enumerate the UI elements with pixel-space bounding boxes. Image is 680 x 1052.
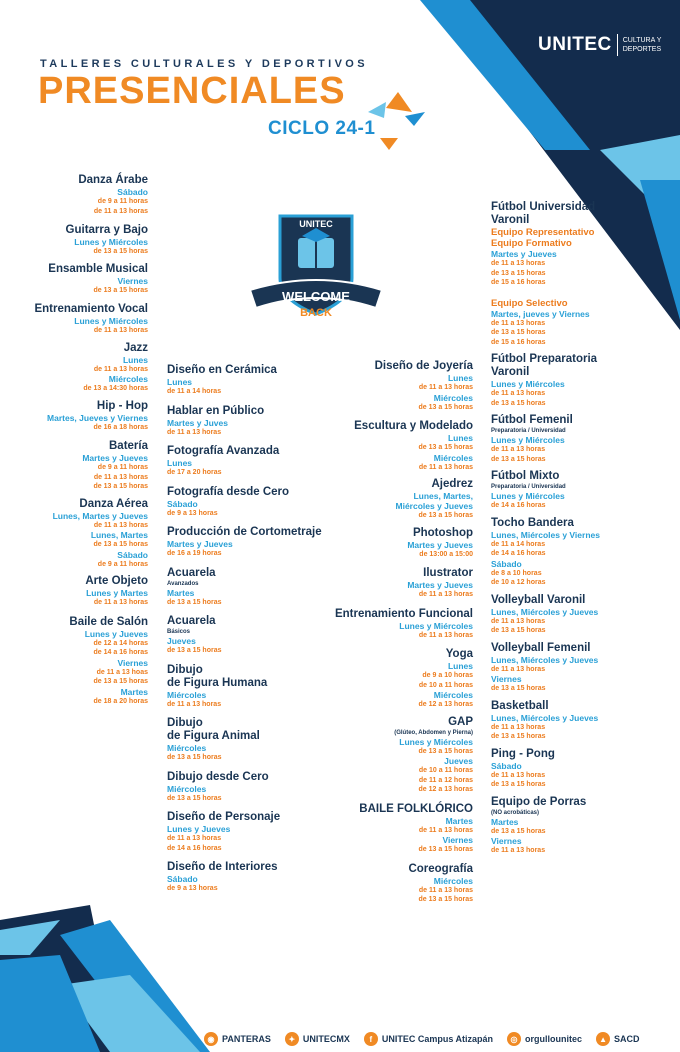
activity-name: Volleyball Femenil <box>491 641 591 654</box>
schedule-days: Martes y Jueves <box>407 539 473 550</box>
schedule-time: de 11 a 13 horas <box>167 835 222 842</box>
schedule-time: de 13 a 15 horas <box>418 512 473 519</box>
activity-item <box>318 608 473 641</box>
schedule-days: Lunes <box>447 373 473 383</box>
schedule-days: Lunes y Miércoles <box>491 379 565 389</box>
schedule-days: Viernes <box>117 275 148 286</box>
activity-note: Avanzados <box>167 580 199 587</box>
schedule-time: de 16 a 19 horas <box>167 550 222 557</box>
schedule-time: de 11 a 13 horas <box>93 207 148 215</box>
schedule-time: de 13 a 15 horas <box>167 598 222 606</box>
badge-line1: WELCOME <box>282 289 350 304</box>
schedule-time: de 11 a 13 horas <box>491 723 546 731</box>
activity-name: Entrenamiento Funcional <box>334 607 473 620</box>
activity-name-line2: de Figura Humana <box>167 676 268 689</box>
activity-item <box>491 748 671 790</box>
activity-item <box>20 400 148 433</box>
activity-item <box>491 642 671 694</box>
schedule-time: de 13:00 a 15:00 <box>419 550 473 558</box>
schedule-days: Martes y Jueves <box>167 539 233 549</box>
activity-name: Tocho Bandera <box>491 516 574 529</box>
page-title: PRESENCIALES <box>38 70 346 112</box>
schedule-days: Lunes y Miércoles <box>491 491 565 501</box>
activity-item <box>318 478 473 521</box>
schedule-time: de 13 a 15 horas <box>418 896 473 903</box>
sacd-icon: ▲ <box>596 1032 610 1046</box>
schedule-time: de 9 a 11 horas <box>97 198 148 205</box>
schedule-days: Lunes, Miércoles y Jueves <box>491 712 599 723</box>
schedule-time: de 11 a 13 horas <box>491 771 546 779</box>
activity-item <box>491 470 671 511</box>
footer-item[interactable] <box>204 1032 271 1046</box>
activity-item <box>20 342 148 394</box>
activity-name: Diseño de Interiores <box>167 861 278 873</box>
schedule-days: Viernes <box>491 674 522 684</box>
schedule-days: Martes y Jueves <box>82 453 148 463</box>
activity-item <box>491 796 671 856</box>
schedule-time: de 10 a 12 horas <box>491 579 546 586</box>
activity-name: Batería <box>109 440 148 452</box>
schedule-days: Lunes y Jueves <box>167 824 231 834</box>
schedule-time: de 11 a 13 horas <box>93 521 148 529</box>
activity-item <box>491 517 671 588</box>
schedule-time: de 11 a 13 horas <box>418 631 473 639</box>
schedule-days: Miércoles <box>167 783 207 794</box>
activity-name: Dibujo desde Cero <box>167 770 269 783</box>
footer-label: PANTERAS <box>222 1034 271 1044</box>
activity-name: Ajedrez <box>431 478 473 490</box>
schedule-days: Martes, jueves y Viernes <box>491 308 590 319</box>
activity-note: Preparatoria / Universidad <box>491 484 566 490</box>
activity-name: BAILE FOLKLÓRICO <box>359 802 473 815</box>
column-1 <box>20 174 148 712</box>
schedule-time: de 11 a 13 horas <box>491 847 546 854</box>
footer-label: orgullounitec <box>525 1034 583 1044</box>
logo-sub-line2: DEPORTES <box>622 46 662 53</box>
schedule-days: Sábado <box>167 874 198 884</box>
activity-name: GAP <box>448 715 473 728</box>
schedule-days: Miércoles <box>433 452 473 463</box>
schedule-time: de 11 a 13 horas <box>418 463 473 471</box>
schedule-days: Jueves <box>444 756 473 766</box>
welcome-back-badge <box>250 208 382 320</box>
schedule-time: de 11 a 13 hoas <box>96 668 148 676</box>
schedule-days: Martes <box>491 816 519 827</box>
schedule-time: de 14 a 16 horas <box>491 502 546 509</box>
activity-item <box>318 420 473 472</box>
schedule-time: de 13 a 15 horas <box>418 444 473 451</box>
schedule-days: Lunes, Martes <box>90 530 148 540</box>
activity-name: Jazz <box>123 341 148 354</box>
team-label: Equipo Selectivo <box>491 297 568 309</box>
schedule-time: de 13 a 15 horas <box>93 248 148 255</box>
activity-item <box>491 594 671 636</box>
footer-label: SACD <box>614 1034 640 1044</box>
schedule-days: Lunes y Martes <box>86 588 148 598</box>
activity-name: Acuarela <box>167 566 216 579</box>
cycle-label: CICLO 24-1 <box>268 118 376 139</box>
header-subtitle: TALLERES CULTURALES Y DEPORTIVOS <box>40 58 369 70</box>
activity-name: Guitarra y Bajo <box>65 224 148 236</box>
schedule-days: Lunes y Jueves <box>84 628 148 639</box>
schedule-time: de 11 a 13 horas <box>418 886 473 894</box>
schedule-days: Jueves <box>167 636 196 646</box>
schedule-time: de 13 a 15 horas <box>93 483 148 490</box>
schedule-time: de 16 a 18 horas <box>93 423 148 431</box>
activity-note: (NO acrobáticas) <box>491 809 540 816</box>
schedule-time: de 11 a 13 horas <box>491 446 546 453</box>
activity-item <box>318 803 473 855</box>
activity-item <box>318 716 473 795</box>
schedule-time: de 18 a 20 horas <box>93 697 148 705</box>
activity-name: Coreografía <box>408 862 473 875</box>
activity-item <box>491 353 671 408</box>
activity-name: Dibujo <box>167 717 203 729</box>
logo-subtitle <box>623 36 662 54</box>
activity-name: Danza Árabe <box>78 174 148 186</box>
schedule-time: de 17 a 20 horas <box>167 469 222 476</box>
schedule-days: Lunes y Miércoles <box>399 620 473 631</box>
team-label: Equipo Representativo <box>491 227 595 238</box>
activity-name: Fotografía Avanzada <box>167 445 280 457</box>
schedule-days: Viernes <box>117 657 148 668</box>
activity-item <box>491 298 671 348</box>
badge-line2: BACK <box>300 307 332 319</box>
schedule-time: de 9 a 10 horas <box>422 672 473 679</box>
activity-note: (Glúteo, Abdomen y Pierna) <box>394 729 473 736</box>
activity-name: Diseño en Cerámica <box>167 364 277 376</box>
activity-name: Equipo de Porras <box>491 795 587 808</box>
schedule-time: de 14 a 16 horas <box>93 649 148 656</box>
schedule-time: de 9 a 11 horas <box>97 464 148 471</box>
activity-item <box>491 414 671 464</box>
facebook-icon: f <box>364 1032 378 1046</box>
activity-name: Arte Objeto <box>85 575 148 587</box>
schedule-time: de 13 a 15 horas <box>491 781 546 788</box>
schedule-time: de 11 a 13 horas <box>93 473 148 481</box>
team-label: Equipo Formativo <box>491 238 572 249</box>
activity-name-line2: de Figura Animal <box>167 730 260 742</box>
schedule-days: Miércoles <box>433 875 473 886</box>
schedule-time: de 13 a 15 horas <box>491 733 546 740</box>
twitter-icon: ✦ <box>285 1032 299 1046</box>
activity-item <box>318 567 473 600</box>
schedule-time: de 12 a 14 horas <box>93 639 148 647</box>
schedule-days: Lunes y Miércoles <box>74 237 148 247</box>
schedule-time: de 9 a 13 horas <box>167 509 218 517</box>
activity-item <box>20 498 148 570</box>
schedule-days: Martes, Jueves y Viernes <box>47 412 148 423</box>
schedule-days: Lunes, Miércoles y Jueves <box>491 654 599 665</box>
schedule-time: de 13 a 15 horas <box>418 747 473 755</box>
schedule-time: de 11 a 13 horas <box>491 390 546 397</box>
logo-divider <box>617 34 618 56</box>
schedule-time: de 11 a 13 horas <box>418 826 473 834</box>
schedule-time: de 11 a 13 horas <box>93 327 148 334</box>
schedule-days: Viernes <box>491 836 522 846</box>
schedule-time: de 12 a 13 horas <box>418 701 473 708</box>
logo-name: UNITEC <box>538 34 612 55</box>
schedule-days: Sábado <box>117 187 148 197</box>
activity-name: Fútbol Femenil <box>491 414 573 426</box>
column-3 <box>318 360 473 911</box>
activity-name: Escultura y Modelado <box>354 420 473 432</box>
schedule-time: de 11 a 13 horas <box>167 428 222 436</box>
schedule-time: de 9 a 11 horas <box>97 560 148 568</box>
schedule-days: Lunes, Martes, <box>413 491 473 501</box>
schedule-days: Lunes, Miércoles y Viernes <box>491 529 600 540</box>
schedule-time: de 13 a 15 horas <box>167 794 222 802</box>
schedule-time: de 13 a 15 horas <box>491 329 546 336</box>
schedule-days: Sábado <box>491 760 522 771</box>
activity-name: Ping - Pong <box>491 747 555 760</box>
schedule-days: Martes <box>167 587 195 598</box>
schedule-time: de 13 a 15 horas <box>491 269 546 277</box>
activity-name: Acuarela <box>167 615 216 627</box>
schedule-days: Viernes <box>442 835 473 845</box>
footer-item[interactable] <box>507 1032 582 1046</box>
schedule-time: de 11 a 13 horas <box>491 260 546 267</box>
schedule-time: de 13 a 15 horas <box>93 541 148 548</box>
schedule-time: de 11 a 13 horas <box>418 384 473 391</box>
activity-item <box>20 303 148 336</box>
schedule-days: Lunes <box>167 458 193 468</box>
schedule-days: Martes <box>120 686 148 697</box>
schedule-days: Lunes <box>447 433 473 443</box>
schedule-time: de 12 a 13 horas <box>418 786 473 793</box>
schedule-days: Martes y Jueves <box>491 249 557 259</box>
schedule-time: de 10 a 11 horas <box>418 681 473 689</box>
instagram-icon: ◎ <box>507 1032 521 1046</box>
logo-sub-line1: CULTURA Y <box>622 37 662 44</box>
social-footer <box>204 1026 680 1052</box>
footer-item[interactable] <box>364 1032 493 1046</box>
schedule-time: de 8 a 10 horas <box>491 569 542 577</box>
activity-item <box>20 616 148 707</box>
activity-name: Baile de Salón <box>69 615 148 628</box>
activity-name: Yoga <box>445 648 473 660</box>
schedule-days: Miércoles <box>167 743 207 753</box>
schedule-days: Miércoles <box>433 690 473 700</box>
activity-name: Ilustrator <box>423 567 473 579</box>
activity-name: Volleyball Varonil <box>491 593 586 606</box>
activity-item <box>20 174 148 216</box>
activity-name: Fútbol Mixto <box>491 470 560 482</box>
schedule-time: de 13 a 15 horas <box>418 846 473 853</box>
schedule-time: de 10 a 11 horas <box>418 767 473 774</box>
schedule-time: de 11 a 13 horas <box>167 700 222 708</box>
footer-item[interactable] <box>596 1032 640 1046</box>
activity-item <box>491 700 671 742</box>
activity-name: Ensamble Musical <box>48 262 148 275</box>
activity-note: Preparatoria / Universidad <box>491 428 566 434</box>
schedule-time: de 13 a 14:30 horas <box>83 385 148 392</box>
schedule-days: Martes y Juves <box>167 417 228 428</box>
schedule-days: Lunes <box>167 377 193 387</box>
activity-note: Básicos <box>167 629 191 635</box>
activity-name: Producción de Cortometraje <box>167 526 322 538</box>
schedule-time: de 15 a 16 horas <box>491 279 546 286</box>
activity-name: Entrenamiento Vocal <box>34 303 148 315</box>
schedule-days: Miércoles <box>108 374 148 384</box>
schedule-time: de 9 a 13 horas <box>167 885 218 892</box>
badge-top: UNITEC <box>299 219 333 229</box>
schedule-time: de 13 a 15 horas <box>491 827 546 835</box>
schedule-days: Lunes <box>122 354 148 365</box>
schedule-time: de 14 a 16 horas <box>167 844 222 852</box>
activity-item <box>20 440 148 492</box>
activity-item <box>318 527 473 560</box>
schedule-time: de 13 a 15 horas <box>167 754 222 761</box>
unitec-logo <box>538 34 661 56</box>
activity-name-line2: Varonil <box>491 214 530 226</box>
schedule-days: Miércoles y Jueves <box>395 501 473 511</box>
schedule-time: de 11 a 14 horas <box>491 540 546 548</box>
footer-item[interactable] <box>285 1032 350 1046</box>
schedule-days: Martes y Jueves <box>407 580 473 590</box>
panteras-icon: ◉ <box>204 1032 218 1046</box>
schedule-time: de 13 a 15 horas <box>93 678 148 685</box>
schedule-time: de 14 a 16 horas <box>491 550 546 557</box>
schedule-time: de 11 a 13 horas <box>418 591 473 598</box>
activity-item <box>318 863 473 905</box>
activity-name: Danza Aérea <box>79 497 148 510</box>
schedule-time: de 11 a 13 horas <box>93 599 148 606</box>
schedule-days: Lunes y Miércoles <box>399 736 473 747</box>
schedule-time: de 13 a 15 horas <box>418 403 473 411</box>
schedule-time: de 13 a 15 horas <box>491 685 546 692</box>
activity-name: Fotografía desde Cero <box>167 485 290 498</box>
activity-name: Photoshop <box>412 526 473 539</box>
activity-name: Diseño de Personaje <box>167 811 281 823</box>
schedule-days: Miércoles <box>433 392 473 403</box>
activity-item <box>491 201 671 288</box>
schedule-days: Sábado <box>491 558 522 569</box>
schedule-days: Lunes, Miércoles y Jueves <box>491 606 599 617</box>
schedule-time: de 13 a 15 horas <box>167 647 222 654</box>
schedule-time: de 11 a 13 horas <box>93 365 148 373</box>
activity-item <box>20 575 148 608</box>
schedule-time: de 11 a 13 horas <box>491 319 546 327</box>
activity-item <box>318 648 473 710</box>
schedule-time: de 11 a 14 horas <box>167 388 222 395</box>
schedule-days: Lunes y Miércoles <box>74 316 148 326</box>
activity-name: Fútbol Universidad <box>491 201 596 213</box>
activity-name: Fútbol Preparatoria <box>491 353 598 365</box>
activity-item <box>318 360 473 412</box>
column-4 <box>491 201 671 862</box>
activity-name: Basketball <box>491 699 549 712</box>
schedule-time: de 11 a 12 horas <box>418 776 473 784</box>
schedule-days: Lunes <box>447 661 473 671</box>
schedule-time: de 13 a 15 horas <box>491 399 546 407</box>
activity-item <box>20 224 148 257</box>
activity-name: Diseño de Joyería <box>374 360 473 372</box>
activity-name-line2: Varonil <box>491 366 530 378</box>
activity-item <box>20 263 148 296</box>
schedule-time: de 11 a 13 horas <box>491 665 546 673</box>
schedule-days: Sábado <box>167 498 198 509</box>
schedule-time: de 13 a 15 horas <box>491 455 546 463</box>
schedule-days: Martes <box>445 815 473 826</box>
activity-name: Hip - Hop <box>96 399 148 412</box>
schedule-days: Sábado <box>117 549 148 560</box>
activity-name: Dibujo <box>167 663 203 676</box>
activity-name: Hablar en Público <box>167 404 265 417</box>
schedule-time: de 11 a 13 horas <box>491 617 546 625</box>
schedule-time: de 13 a 15 horas <box>491 627 546 634</box>
footer-label: UNITECMX <box>302 1034 350 1044</box>
schedule-days: Miércoles <box>167 689 207 700</box>
footer-label: UNITEC Campus Atizapán <box>381 1034 494 1044</box>
schedule-time: de 15 a 16 horas <box>491 338 546 346</box>
schedule-time: de 13 a 15 horas <box>93 286 148 294</box>
schedule-days: Lunes y Miércoles <box>491 435 565 445</box>
schedule-days: Lunes, Martes y Jueves <box>52 510 148 521</box>
